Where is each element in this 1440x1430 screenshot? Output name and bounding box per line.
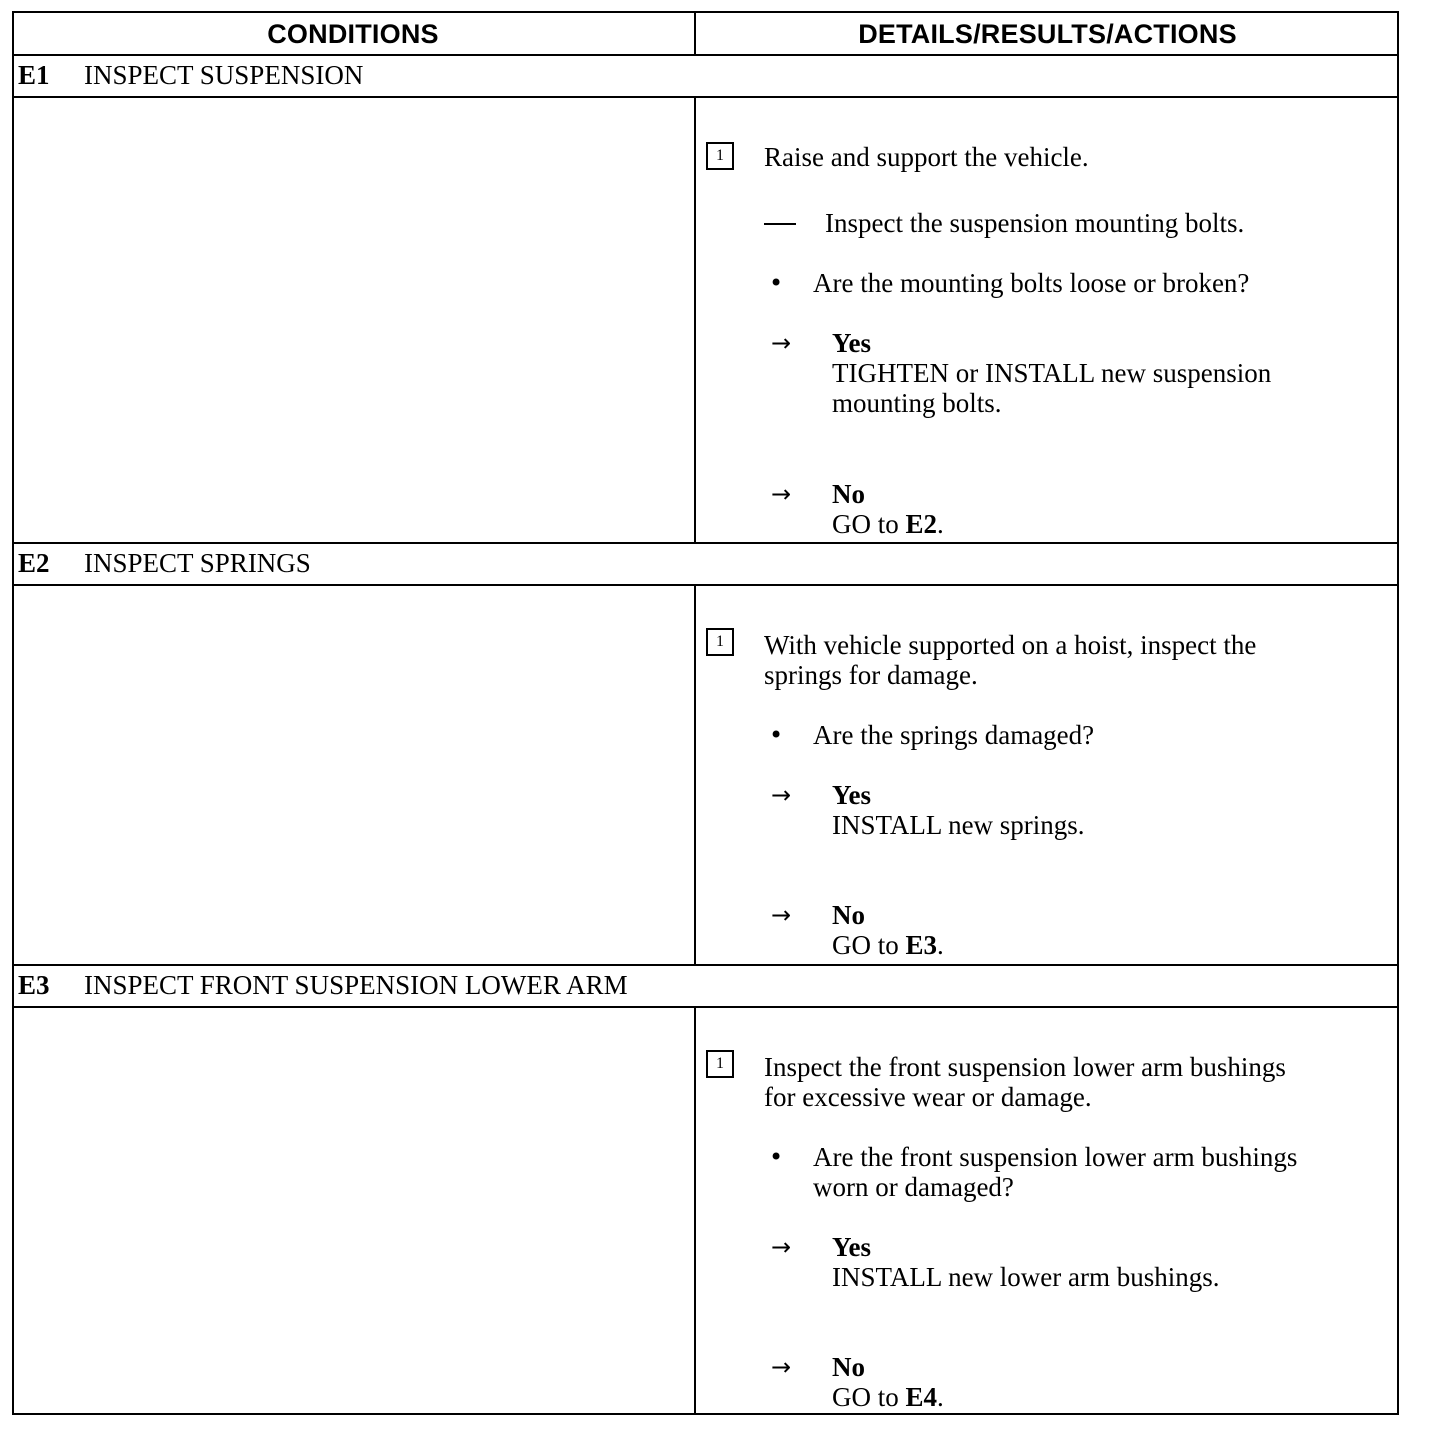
- sub-step-text: Inspect the suspension mounting bolts.: [825, 208, 1245, 238]
- yes-action-text: INSTALL new springs.: [832, 810, 1085, 840]
- step-text: Raise and support the vehicle.: [764, 142, 1089, 172]
- no-action-text: [832, 509, 944, 539]
- conditions-column-header: CONDITIONS: [267, 18, 439, 49]
- step-number-box: 1: [706, 1050, 734, 1078]
- go-to-text: GO to: [832, 509, 906, 539]
- no-action-text: [832, 1382, 944, 1412]
- arrow-right-icon: →: [771, 781, 792, 809]
- section-heading-e1: [18, 56, 363, 94]
- go-to-target: E4: [905, 1382, 938, 1412]
- no-label: No: [832, 900, 865, 930]
- divider: [12, 96, 1399, 98]
- section-id: E1: [18, 59, 50, 90]
- no-label: No: [832, 479, 865, 509]
- yes-label: Yes: [832, 1232, 871, 1262]
- step-text: springs for damage.: [764, 660, 978, 690]
- period: .: [937, 1382, 944, 1412]
- arrow-right-icon: →: [771, 480, 792, 508]
- question-text: Are the mounting bolts loose or broken?: [813, 268, 1250, 298]
- bullet-icon: •: [769, 269, 784, 297]
- arrow-right-icon: →: [771, 1353, 792, 1381]
- no-label: No: [832, 1352, 865, 1382]
- yes-action-text: INSTALL new lower arm bushings.: [832, 1262, 1220, 1292]
- step-number-box: 1: [706, 628, 734, 656]
- yes-action-text: mounting bolts.: [832, 388, 1002, 418]
- period: .: [937, 509, 944, 539]
- bullet-icon: •: [769, 721, 784, 749]
- column-divider: [694, 1006, 696, 1414]
- go-to-text: GO to: [832, 1382, 906, 1412]
- section-heading-e2: [18, 544, 311, 582]
- go-to-text: GO to: [832, 930, 906, 960]
- question-text: Are the springs damaged?: [813, 720, 1095, 750]
- section-heading-e3: [18, 966, 628, 1004]
- step-text: Inspect the front suspension lower arm bushings: [764, 1052, 1286, 1082]
- step-number-box: 1: [706, 142, 734, 170]
- go-to-target: E3: [905, 930, 938, 960]
- dash-marker: [764, 223, 796, 225]
- step-text: With vehicle supported on a hoist, inspect the: [764, 630, 1257, 660]
- period: .: [937, 930, 944, 960]
- question-text: worn or damaged?: [813, 1172, 1014, 1202]
- column-divider: [694, 584, 696, 966]
- go-to-target: E2: [905, 509, 938, 539]
- arrow-right-icon: →: [771, 329, 792, 357]
- column-divider: [694, 96, 696, 544]
- section-id: E3: [18, 969, 50, 1000]
- section-id: E2: [18, 547, 50, 578]
- yes-label: Yes: [832, 328, 871, 358]
- divider: [12, 1006, 1399, 1008]
- yes-label: Yes: [832, 780, 871, 810]
- arrow-right-icon: →: [771, 1233, 792, 1261]
- no-action-text: [832, 930, 944, 960]
- section-title: INSPECT SUSPENSION: [84, 59, 364, 90]
- divider: [12, 584, 1399, 586]
- step-text: for excessive wear or damage.: [764, 1082, 1092, 1112]
- section-title: INSPECT FRONT SUSPENSION LOWER ARM: [84, 969, 628, 1000]
- yes-action-text: TIGHTEN or INSTALL new suspension: [832, 358, 1272, 388]
- bullet-icon: •: [769, 1143, 784, 1171]
- details-column-header: DETAILS/RESULTS/ACTIONS: [858, 18, 1237, 49]
- section-title: INSPECT SPRINGS: [84, 547, 311, 578]
- arrow-right-icon: →: [771, 901, 792, 929]
- question-text: Are the front suspension lower arm bushings: [813, 1142, 1298, 1172]
